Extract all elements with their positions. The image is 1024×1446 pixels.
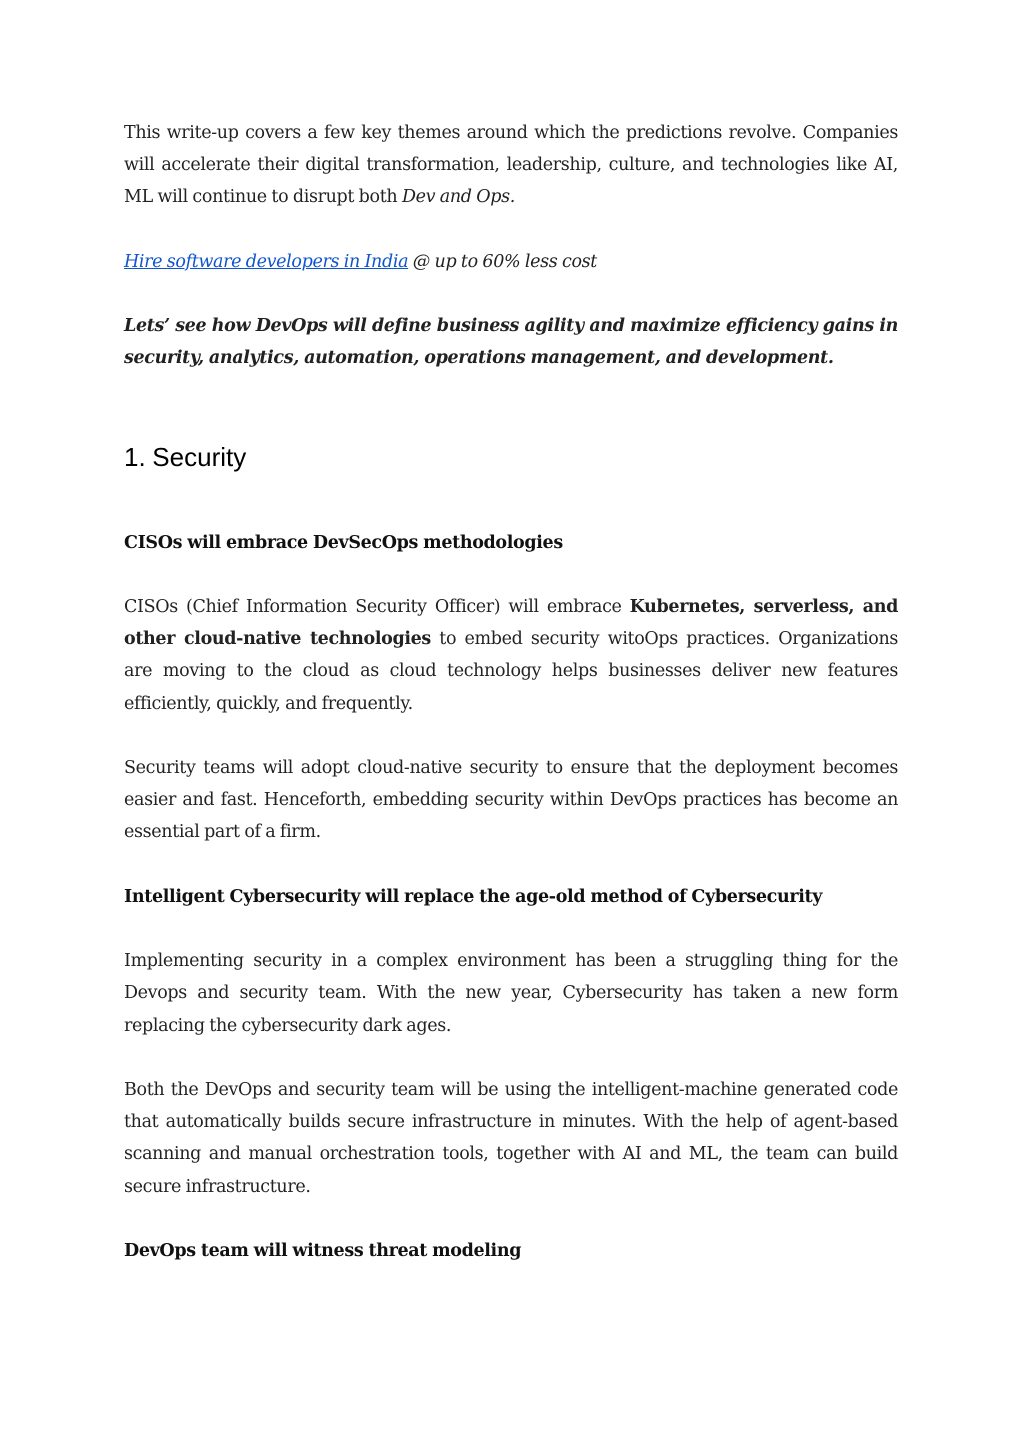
document-page (124, 117, 898, 1267)
cisos-p1-text: CISOs (Chief Information Security Officer) will embrace (124, 596, 630, 617)
subheading-cisos: CISOs will embrace DevSecOps methodologies (124, 532, 563, 553)
section-title-security: 1. Security (124, 441, 247, 472)
hire-paragraph (124, 246, 898, 278)
cyber-paragraph-2: Both the DevOps and security team will be using the intelligent-machine generated code that automatically builds secure infrastructure in minutes. With the help of agent-based scanning and manual orchestration tools, together with AI and ML, the team can build secure infrastructure. (124, 1079, 898, 1197)
cisos-p1-rest: to embed security witoOps practices. Organizations are moving to the cloud as cloud technology helps businesses deliver new features efficiently, quickly, and frequently. (124, 629, 898, 714)
cyber-paragraph-1: Implementing security in a complex environment has been a struggling thing for the Devops and security team. With the new year, Cybersecurity has taken a new form replacing the cybersecurity dark ages. (124, 951, 898, 1036)
cisos-p1-bold: Kubernetes, serverless, and other cloud-native technologies (124, 596, 898, 650)
subheading-intelligent-cybersecurity: Intelligent Cybersecurity will replace the age-old method of Cybersecurity (124, 886, 823, 907)
hire-developers-link[interactable]: Hire software developers in India (124, 251, 409, 272)
hire-suffix: @ up to 60% less cost (408, 251, 597, 272)
lead-paragraph: Lets’ see how DevOps will define business agility and maximize efficiency gains in security, analytics, automation, operations management, and development. (124, 316, 898, 369)
intro-paragraph (124, 117, 898, 214)
cisos-paragraph-2: Security teams will adopt cloud-native security to ensure that the deployment becomes easier and fast. Henceforth, embedding security within DevOps practices has become an essential part of a firm. (124, 757, 898, 843)
intro-italic-text: Dev and Ops. (401, 187, 515, 208)
subheading-threat-modeling: DevOps team will witness threat modeling (124, 1240, 522, 1261)
cisos-paragraph-1 (124, 591, 898, 720)
intro-text: This write-up covers a few key themes around which the predictions revolve. Companies will accelerate their digital transformation, leadership, culture, and technologies like AI, ML will continue to disrupt both (124, 123, 898, 208)
